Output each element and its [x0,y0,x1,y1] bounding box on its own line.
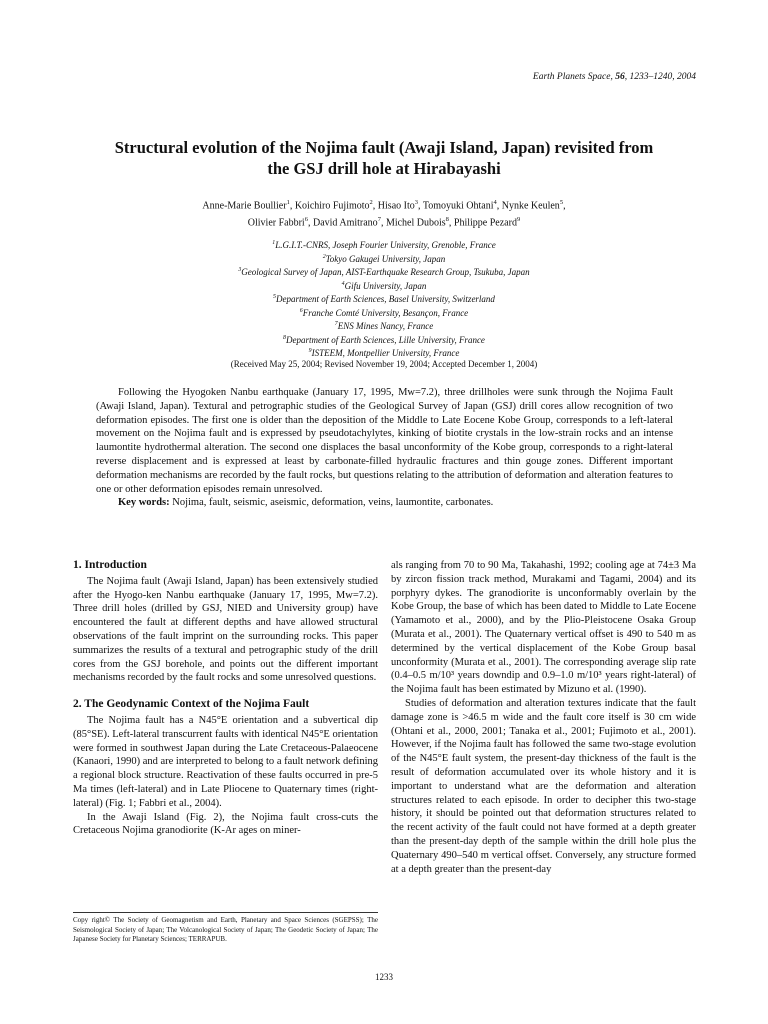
affil-text: Department of Earth Sciences, Basel University, Switzerland [275,294,495,304]
author-affil-mark: 1 [286,199,290,206]
left-column [73,559,378,838]
author-name: Olivier Fabbri [247,217,305,229]
deformation-paragraph: Studies of deformation and alteration textures indicate that the fault damage zone is >46.5 m wide and the fault core itself is 30 cm wide (Ohtani et al., 2000, 2001; Tanaka et al., 2001; Fujimoto et al., 2001). However, if the Nojima fault has followed the same two-stage evolution of the N45°E fault system, the present-day thickness of the fault is the result of deformation accumulated over its whole history and it is important to understand what are the deformation and alteration structures related to each episode. In order to decipher this two-stage history, it should be pointed out that deformation structures related to the recent activity of the fault could not have formed at a depth greater than the present-day depth of the sample within the drill hole plus the Quaternary 490–540 m vertical offset. Conversely, any structure formed at a depth greater than the present-day [391,697,696,875]
journal-volume: 56 [615,72,625,82]
author-affil-mark: 9 [516,216,521,224]
affil-number: 7 [334,321,338,327]
page-number: 1233 [375,972,393,982]
affil-number: 3 [238,267,242,273]
author-affil-mark: 8 [445,216,449,224]
paper-title [60,137,708,179]
section-heading-introduction: 1. Introduction [73,559,147,571]
author-name: , Michel Dubois [380,217,446,229]
affiliation [100,265,668,279]
author-affil-mark: 7 [377,216,381,224]
context-paragraph-2: In the Awaji Island (Fig. 2), the Nojima fault cross-cuts the Cretaceous Nojima granodiorite (K-Ar ages on miner- [73,811,378,837]
author-name: , Tomoyuki Ohtani [418,200,494,212]
affiliation [100,238,668,252]
affiliation [100,333,668,347]
author-name: Anne-Marie Boullier [202,200,287,212]
affil-number: 4 [341,280,345,287]
affil-text: Gifu University, Japan [344,280,427,291]
author-name: , Koichiro Fujimoto [289,200,370,212]
right-column [391,559,696,876]
intro-paragraph: The Nojima fault (Awaji Island, Japan) has been extensively studied after the Hyogo-ken Nanbu earthquake (January 17, 1995, Mw=7.2). Three drill holes (drilled by GSJ, NIED and University group) have encountered the fault at different depths and have allowed structural observations of the fault imprint on the surrounding rocks. This paper summarizes the results of a textural and petrographic study of the drill cores from the GSJ borehole, and points out the different important mechanisms recorded by the fault rocks and some unresolved questions. [73,575,378,684]
affil-text: Department of Earth Sciences, Lille University, France [285,334,485,345]
author-affil-mark: 5 [559,199,564,206]
title-line-1: Structural evolution of the Nojima fault (Awaji Island, Japan) revisited from [114,138,654,157]
author-list [100,196,668,231]
affiliation [100,252,668,266]
author-name: , David Amitrano [307,217,378,229]
author-affil-mark: 3 [414,199,418,206]
keywords-label: Key words: [118,497,170,509]
affil-number: 8 [283,334,286,341]
keywords [96,496,673,510]
affil-text: Franche Comté University, Besançon, France [302,307,469,318]
affiliation [100,346,668,360]
affil-text: Geological Survey of Japan, AIST-Earthquake Research Group, Tsukuba, Japan [241,267,530,277]
keywords-text: Nojima, fault, seismic, aseismic, deformation, veins, laumontite, carbonates. [172,497,494,509]
affil-number: 5 [273,294,276,300]
journal-pages: , 1233–1240, 2004 [624,72,696,82]
author-name: , Nynke Keulen [496,200,560,212]
affiliation [100,292,668,306]
affil-number: 9 [308,348,312,354]
received-dates: (Received May 25, 2004; Revised November 19, 2004; Accepted December 1, 2004) [230,359,538,369]
journal-citation [533,72,696,82]
abstract [96,386,673,510]
author-name: , Hisao Ito [372,200,415,212]
affiliation-list [100,238,668,360]
affiliation [100,279,668,293]
affiliation [100,306,668,320]
affil-text: ENS Mines Nancy, France [337,321,434,331]
abstract-text: Following the Hyogoken Nanbu earthquake (January 17, 1995, Mw=7.2), three drillholes were sunk through the Nojima Fault (Awaji Island, Japan). Textural and petrographic studies of the Geological Survey of Japan (GSJ) drill cores allow recognition of two deformation episodes. The first one is older than the deposition of the Middle to Late Eocene Kobe Group, corresponds to a left-lateral movement on the Nojima fault and is expressed by pseudotachylytes, kinking of biotite crystals in the low-strain rocks and an intense laumontite hydrothermal alteration. The second one displaces the basal unconformity of the Kobe group, corresponds to a right-lateral reverse displacement and is expressed at least by carbonate-filled hydraulic fractures and thin gouge zones. Different important deformation mechanisms are recorded by the fault rocks, but questions relating to the attribution of deformation and alteration features to one or other deformation episodes remain unresolved. [96,387,673,495]
affil-text: L.G.I.T.-CNRS, Joseph Fourier University, Grenoble, France [275,240,496,250]
affil-number: 2 [322,253,326,260]
author-separator: , [563,200,566,212]
affil-text: Tokyo Gakugei University, Japan [325,253,446,264]
author-name: , Philippe Pezard [448,217,517,229]
affil-number: 6 [299,307,303,314]
title-line-2: the GSJ drill hole at Hirabayashi [267,159,501,178]
journal-name: Earth Planets Space, [532,72,613,82]
author-affil-mark: 2 [369,199,373,206]
author-affil-mark: 4 [493,199,497,206]
copyright-footnote: Copy right© The Society of Geomagnetism and Earth, Planetary and Space Sciences (SGEPSS); The Seismological Society of Japan; The Volcanological Society of Japan; The Geodetic Society of Japan; The Japanese Society for Planetary Sciences; TERRAPUB. [73,912,378,945]
context-paragraph-continued: als ranging from 70 to 90 Ma, Takahashi, 1992; cooling age at 74±3 Ma by zircon fission track method, Murakami and Tagami, 2004) and its porphyry dykes. The granodiorite is unconformably overlain by the Kobe Group, the base of which has been dated to Middle to Late Eocene (Yamamoto et al., 2000), and by the Plio-Pleistocene Osaka Group (Murata et al., 2001). The Quaternary vertical offset is 490 to 540 m as determined by the vertical displacement of the Kobe Group basal unconformity (Murata et al., 2001). The corresponding average slip rate (0.4–0.5 m/10³ years downdip and 0.9–1.0 m/10³ years right-lateral) of the Nojima fault has been estimated by Mizuno et al. (1990). [391,560,696,696]
affil-number: 1 [272,240,276,246]
context-paragraph-1: The Nojima fault has a N45°E orientation and a subvertical dip (85°SE). Left-lateral transcurrent faults with identical N45°E orientation were formed in southwest Japan during the Late Cretaceous-Palaeocene (Kanaori, 1990) and are interpreted to belong to a fault network defining a regional block structure. Reactivation of these faults occurred in pre-5 Ma times (left-lateral) and in Late Pliocene to Quaternary times (right-lateral) (Fig. 1; Fabbri et al., 2004). [73,714,378,809]
affiliation [100,319,668,333]
section-heading-geodynamic-context: 2. The Geodynamic Context of the Nojima Fault [73,698,310,711]
author-affil-mark: 6 [304,216,308,224]
affil-text: ISTEEM, Montpellier University, France [311,348,460,358]
